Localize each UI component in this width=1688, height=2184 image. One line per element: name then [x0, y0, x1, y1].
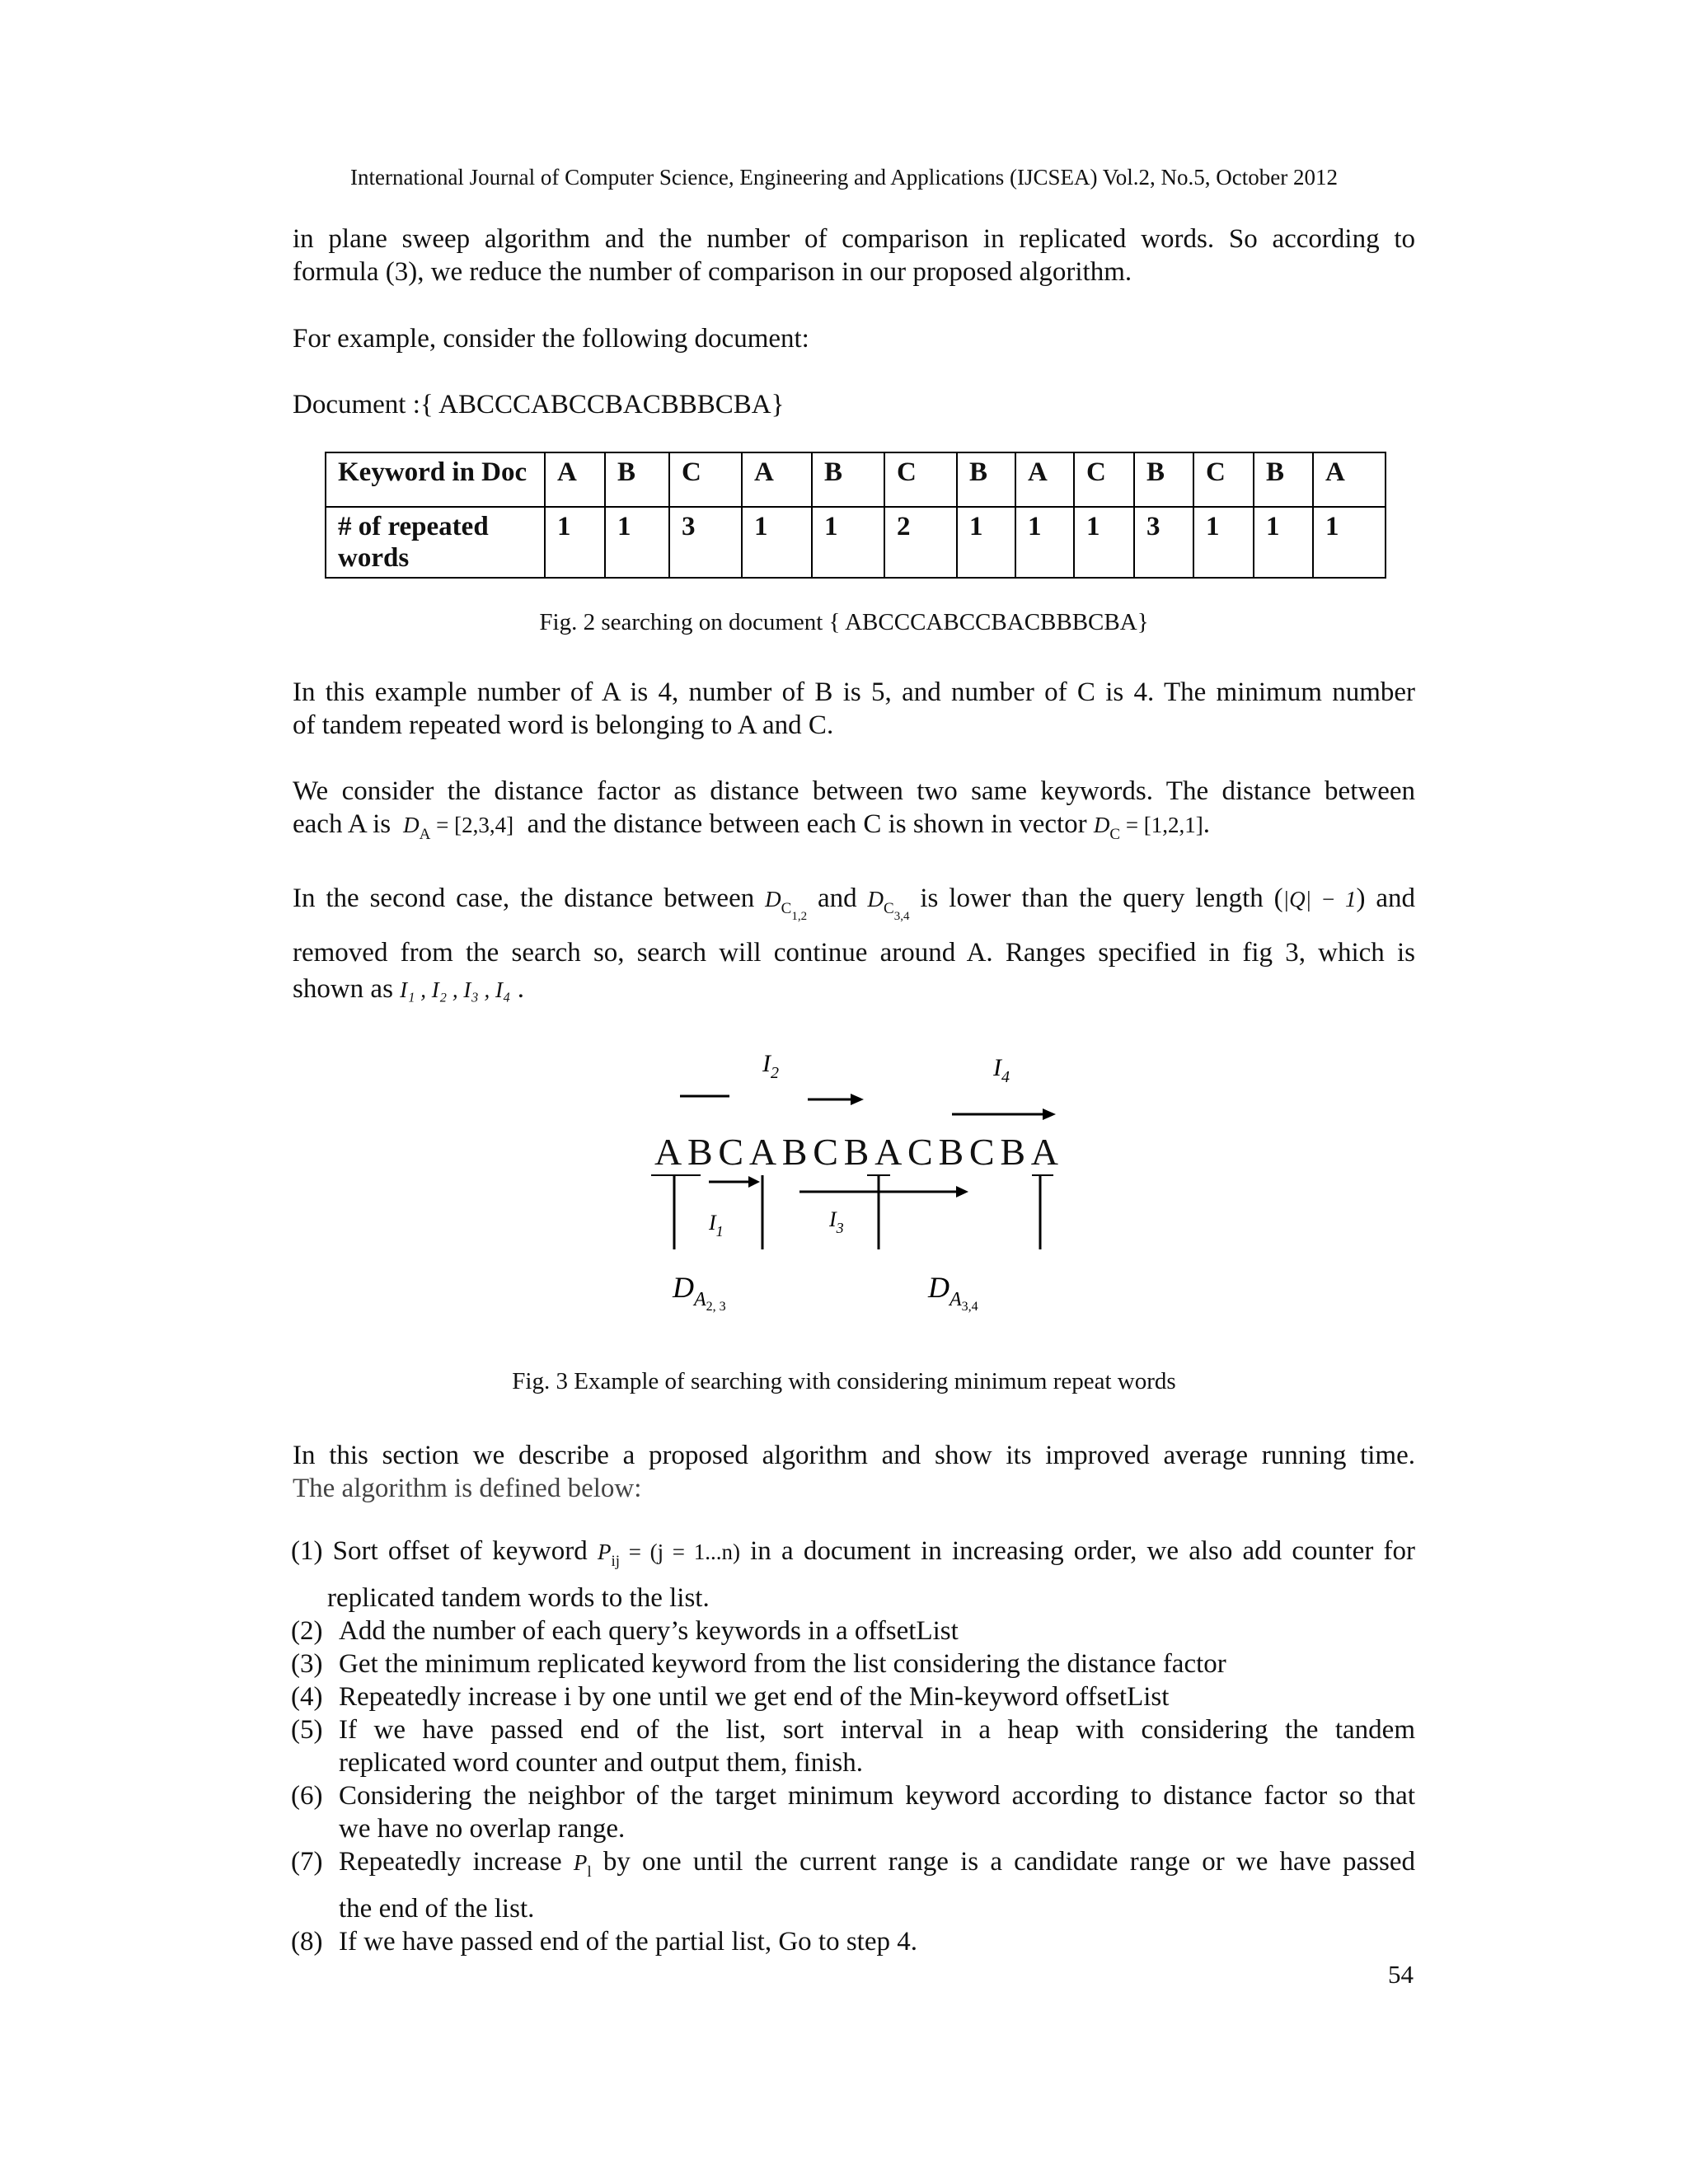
count-cell: 1 [742, 507, 812, 578]
section-line-1: In this section we describe a proposed algorithm and show its improved average running time. [293, 1441, 1415, 1470]
keyword-cell: A [742, 452, 812, 507]
pointer-formula: $P_l$ [573, 1850, 592, 1881]
second-case-line-1: In the second case, the distance between $D_{C_{1,2}}$ and $D_{C_{3,4}}$ is lower than the query length (|Q| − 1) and [293, 883, 1416, 923]
keyword-cell: B [1254, 452, 1313, 507]
step-4: (4) Repeatedly increase i by one until we get end of the Min-keyword offsetList [291, 1682, 1170, 1712]
intro-line-1: in plane sweep algorithm and the number of comparison in replicated words. So according to [293, 224, 1415, 254]
label-i1: $I_1$ [709, 1211, 724, 1240]
count-cell: 1 [605, 507, 669, 578]
arrowhead-i3 [956, 1186, 968, 1197]
keyword-cell: B [605, 452, 669, 507]
fig3-diagram [635, 1047, 1080, 1335]
keyword-row-label: Keyword in Doc [326, 452, 545, 507]
arrowhead-i2 [851, 1094, 864, 1105]
distance-line-2: each A is $D_A = [2,3,4]$ and the distance between each C is shown in vector $D_C = [1,2,1]$. [293, 809, 1211, 843]
keyword-cell: B [1134, 452, 1193, 507]
label-da-23: $D_A2$, 3 [673, 1271, 726, 1314]
count-cell: 2 [884, 507, 957, 578]
step-1: (1) Sort offset of keyword $P_{ij} = (j = 1...n)$ in a document in increasing order, we also add counter for replicated tandem words to the list. [291, 1536, 1415, 1613]
arrowhead-i4 [1043, 1108, 1056, 1120]
document-line: Document :{ ABCCCABCCBACBBBCBA} [293, 390, 785, 419]
page-number: 54 [1388, 1960, 1414, 1989]
count-cell: 3 [669, 507, 742, 578]
second-case-paragraph [293, 880, 1415, 1008]
section-line-2: The algorithm is defined below: [293, 1474, 642, 1503]
count-cell: 1 [1254, 507, 1313, 578]
distance-c34: $D_{C_{3,4}}$ [867, 887, 910, 923]
query-length: |Q| − 1 [1282, 887, 1357, 912]
count-cell: 1 [1193, 507, 1254, 578]
second-case-line-3: shown as I₁ , I₂ , I₃ , I₄ . [293, 974, 524, 1004]
step-7: (7) Repeatedly increase $P_l$ by one until the current range is a candidate range or we have passed the end of the list. [291, 1847, 1415, 1924]
distance-paragraph [293, 775, 1415, 851]
keyword-cell: A [1313, 452, 1386, 507]
section-paragraph [293, 1439, 1415, 1505]
intro-line-2: formula (3), we reduce the number of comparison in our proposed algorithm. [293, 257, 1132, 287]
step-3: (3) Get the minimum replicated keyword from the list considering the distance factor [291, 1649, 1226, 1679]
count-cell: 1 [1074, 507, 1134, 578]
count-cell: 1 [1015, 507, 1074, 578]
step-2: (2) Add the number of each query’s keywords in a offsetList [291, 1616, 959, 1646]
example-intro: For example, consider the following document: [293, 324, 809, 354]
keyword-cell: A [1015, 452, 1074, 507]
keyword-row [326, 452, 1386, 507]
keyword-cell: C [884, 452, 957, 507]
label-i4: $I_4$ [993, 1054, 1010, 1086]
journal-header: International Journal of Computer Science, Engineering and Applications (IJCSEA) Vol.2, No.5, October 2012 [349, 165, 1339, 190]
keyword-cell: C [1193, 452, 1254, 507]
counts-line-2: of tandem repeated word is belonging to A and C. [293, 710, 834, 740]
algorithm-steps [291, 1535, 1415, 1958]
label-i3: $I_3$ [829, 1207, 844, 1236]
count-row [326, 507, 1386, 578]
keyword-cell: C [1074, 452, 1134, 507]
keyword-cell: B [812, 452, 884, 507]
counts-line-1: In this example number of A is 4, number of B is 5, and number of C is 4. The minimum number [293, 677, 1415, 707]
keyword-cell: C [669, 452, 742, 507]
keyword-cell: B [957, 452, 1015, 507]
counts-paragraph [293, 676, 1415, 742]
label-i2: $I_2$ [762, 1050, 779, 1082]
fig2-caption: Fig. 2 searching on document { ABCCCABCCBACBBBCBA} [539, 609, 1149, 635]
fig3-sequence: ABCABCBACBCBA [654, 1131, 1058, 1173]
count-row-label: # of repeated words [326, 507, 545, 578]
fig3-caption: Fig. 3 Example of searching with considering minimum repeat words [512, 1368, 1176, 1394]
count-cell: 3 [1134, 507, 1193, 578]
distance-vector-c: $D_C = [1,2,1]$ [1093, 813, 1203, 843]
intro-paragraph [293, 223, 1415, 288]
distance-vector-a: $D_A = [2,3,4]$ [403, 813, 514, 843]
count-cell: 1 [957, 507, 1015, 578]
offset-formula: $P_{ij} = (j = 1...n)$ [597, 1540, 740, 1570]
count-cell: 1 [812, 507, 884, 578]
arrowhead-i1 [748, 1176, 760, 1188]
step-6: (6) Considering the neighbor of the target minimum keyword according to distance factor so that we have no overlap range. [291, 1781, 1415, 1844]
label-da-34: $D_A3,4$ [928, 1271, 978, 1314]
step-8: (8) If we have passed end of the partial list, Go to step 4. [291, 1927, 917, 1957]
keyword-table [325, 452, 1386, 579]
step-5: (5) If we have passed end of the list, sort interval in a heap with considering the tandem replicated word counter and output them, finish. [291, 1715, 1415, 1778]
count-cell: 1 [545, 507, 605, 578]
second-case-line-2: removed from the search so, search will continue around A. Ranges specified in fig 3, which is [293, 938, 1415, 968]
range-list: I₁ , I₂ , I₃ , I₄ [400, 977, 511, 1002]
count-cell: 1 [1313, 507, 1386, 578]
keyword-cell: A [545, 452, 605, 507]
distance-c12: $D_{C_{1,2}}$ [765, 887, 808, 923]
distance-line-1: We consider the distance factor as distance between two same keywords. The distance between [293, 776, 1415, 806]
